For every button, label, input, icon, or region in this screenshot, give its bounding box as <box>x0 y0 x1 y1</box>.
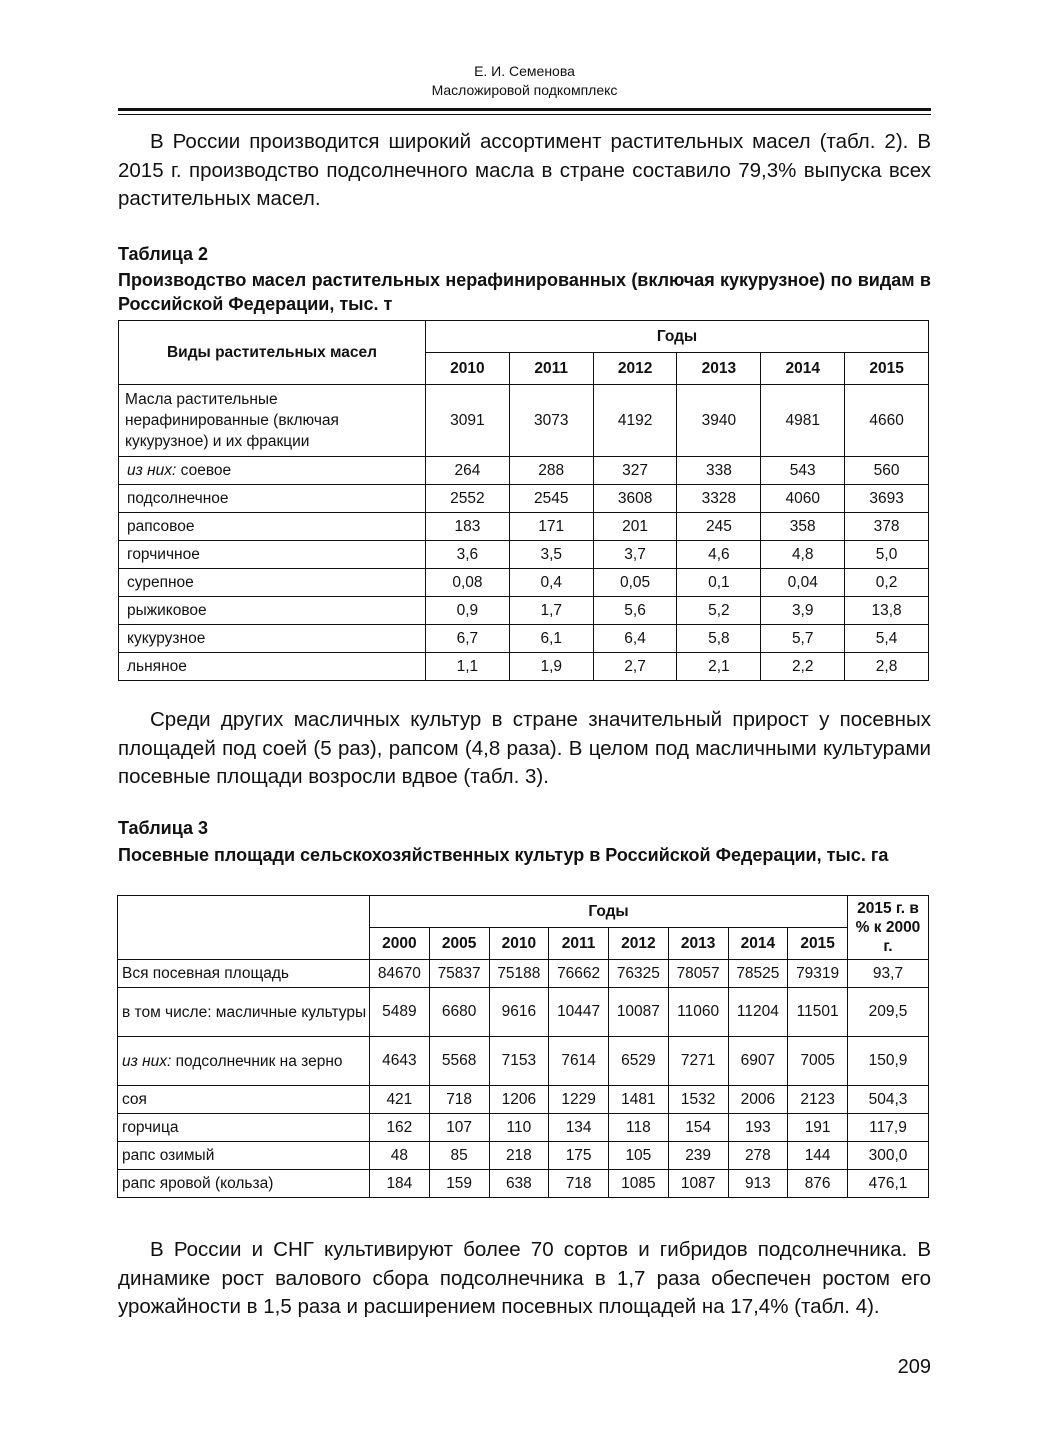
table-row <box>119 541 929 569</box>
table-cell: 6,7 <box>426 625 510 653</box>
row-label <box>119 541 426 569</box>
row-label <box>118 1170 370 1198</box>
table-cell: 5,2 <box>677 597 761 625</box>
table-cell: 358 <box>761 513 845 541</box>
year-header: 2000 <box>370 928 430 960</box>
table-cell: 175 <box>549 1142 609 1170</box>
year-header: 2010 <box>489 928 549 960</box>
paragraph-3-text: В России и СНГ культивируют более 70 сортов и гибридов подсолнечника. В динамике рост валового сбора подсолнечника в 1,7 раза обеспечен ростом его урожайности в 1,5 раза и расширением посевных площадей на 17,4% (табл. 4). <box>118 1238 931 1318</box>
row-label-text: горчичное <box>127 545 200 563</box>
percent-cell: 117,9 <box>848 1114 929 1142</box>
table-cell: 2,1 <box>677 653 761 681</box>
paragraph-3 <box>118 1236 931 1322</box>
row-label <box>119 513 426 541</box>
row-label <box>118 960 370 988</box>
table-cell: 0,1 <box>677 569 761 597</box>
table-cell: 4660 <box>845 385 929 457</box>
table-3-percent-header: 2015 г. в % к 2000 г. <box>848 896 929 960</box>
table-cell: 2,8 <box>845 653 929 681</box>
table-2-label: Таблица 2 <box>118 244 209 264</box>
table-cell: 3608 <box>593 485 677 513</box>
table-cell: 3073 <box>509 385 593 457</box>
table-cell: 0,08 <box>426 569 510 597</box>
row-label-text: рыжиковое <box>127 601 207 619</box>
table-cell: 4060 <box>761 485 845 513</box>
table-cell: 338 <box>677 457 761 485</box>
table-cell: 7271 <box>668 1037 728 1086</box>
table-cell: 75188 <box>489 960 549 988</box>
table-cell: 3940 <box>677 385 761 457</box>
table-cell: 3091 <box>426 385 510 457</box>
row-label <box>119 457 426 485</box>
table-cell: 159 <box>429 1170 489 1198</box>
table-cell: 3,9 <box>761 597 845 625</box>
table-cell: 4192 <box>593 385 677 457</box>
table-cell: 245 <box>677 513 761 541</box>
table-3 <box>117 895 929 1198</box>
table-3-title: Посевные площади сельскохозяйственных культур в Российской Федерации, тыс. га <box>118 845 889 865</box>
table-row <box>119 597 929 625</box>
header-author: Е. И. Семенова <box>474 63 575 79</box>
table-cell: 1,1 <box>426 653 510 681</box>
row-label-text: рапсовое <box>127 517 195 535</box>
table-cell: 6529 <box>609 1037 669 1086</box>
row-label <box>119 625 426 653</box>
row-label <box>118 1142 370 1170</box>
year-header: 2011 <box>549 928 609 960</box>
table-cell: 78057 <box>668 960 728 988</box>
table-cell: 0,9 <box>426 597 510 625</box>
table-row <box>118 1114 929 1142</box>
row-label-text: соя <box>122 1090 147 1108</box>
header-rule <box>118 108 931 111</box>
table-row <box>119 653 929 681</box>
table-cell: 1085 <box>609 1170 669 1198</box>
table-cell: 144 <box>788 1142 848 1170</box>
row-label-text: Вся посевная площадь <box>122 964 290 982</box>
table-row <box>119 385 929 457</box>
table-cell: 3,7 <box>593 541 677 569</box>
row-label-text: рапс яровой (кольза) <box>122 1174 274 1192</box>
percent-cell: 300,0 <box>848 1142 929 1170</box>
paragraph-1 <box>118 128 931 214</box>
table-row <box>119 513 929 541</box>
table-cell: 183 <box>426 513 510 541</box>
table-cell: 193 <box>728 1114 788 1142</box>
table-cell: 638 <box>489 1170 549 1198</box>
table-cell: 134 <box>549 1114 609 1142</box>
percent-cell: 209,5 <box>848 988 929 1037</box>
table-cell: 7153 <box>489 1037 549 1086</box>
table-cell: 76662 <box>549 960 609 988</box>
table-cell: 5,8 <box>677 625 761 653</box>
row-label-text: подсолнечное <box>127 489 229 507</box>
table-cell: 11060 <box>668 988 728 1037</box>
table-row <box>118 1142 929 1170</box>
row-label <box>118 1114 370 1142</box>
row-label-prefix: из них: <box>127 461 177 479</box>
table-cell: 13,8 <box>845 597 929 625</box>
table-cell: 378 <box>845 513 929 541</box>
table-row <box>118 1170 929 1198</box>
table-cell: 2,7 <box>593 653 677 681</box>
table-cell: 84670 <box>370 960 430 988</box>
table-cell: 4,8 <box>761 541 845 569</box>
table-cell: 421 <box>370 1086 430 1114</box>
table-cell: 85 <box>429 1142 489 1170</box>
table-cell: 75837 <box>429 960 489 988</box>
table-cell: 9616 <box>489 988 549 1037</box>
table-cell: 3693 <box>845 485 929 513</box>
row-label <box>119 385 426 457</box>
table-cell: 0,4 <box>509 569 593 597</box>
table-row <box>119 569 929 597</box>
table-cell: 162 <box>370 1114 430 1142</box>
year-header: 2015 <box>788 928 848 960</box>
table-cell: 79319 <box>788 960 848 988</box>
year-header: 2005 <box>429 928 489 960</box>
table-cell: 2006 <box>728 1086 788 1114</box>
table-3-years-header: Годы <box>370 896 848 928</box>
row-label <box>118 988 370 1037</box>
table-cell: 6,4 <box>593 625 677 653</box>
page-number: 209 <box>897 1356 931 1378</box>
table-row <box>119 485 929 513</box>
table-row <box>118 1086 929 1114</box>
year-header: 2011 <box>509 353 593 385</box>
table-cell: 10447 <box>549 988 609 1037</box>
table-cell: 1481 <box>609 1086 669 1114</box>
year-header: 2014 <box>728 928 788 960</box>
header-subtitle: Масложировой подкомплекс <box>431 82 618 98</box>
table-cell: 6907 <box>728 1037 788 1086</box>
table-cell: 5,4 <box>845 625 929 653</box>
table-cell: 76325 <box>609 960 669 988</box>
year-header: 2013 <box>668 928 728 960</box>
row-label <box>118 1086 370 1114</box>
table-cell: 718 <box>429 1086 489 1114</box>
table-cell: 48 <box>370 1142 430 1170</box>
table-cell: 4643 <box>370 1037 430 1086</box>
table-cell: 105 <box>609 1142 669 1170</box>
table-cell: 0,2 <box>845 569 929 597</box>
table-cell: 6680 <box>429 988 489 1037</box>
table-cell: 264 <box>426 457 510 485</box>
table-cell: 1206 <box>489 1086 549 1114</box>
table-3-corner-cell <box>118 896 370 960</box>
row-label-text: льняное <box>127 657 187 675</box>
table-cell: 5568 <box>429 1037 489 1086</box>
row-label-text: рапс озимый <box>122 1146 215 1164</box>
row-label-text: подсолнечник на зерно <box>175 1052 343 1070</box>
table-cell: 218 <box>489 1142 549 1170</box>
year-header: 2012 <box>593 353 677 385</box>
table-cell: 4,6 <box>677 541 761 569</box>
table-cell: 3,6 <box>426 541 510 569</box>
table-cell: 2552 <box>426 485 510 513</box>
year-header: 2014 <box>761 353 845 385</box>
table-cell: 191 <box>788 1114 848 1142</box>
table-2-years-header: Годы <box>426 321 929 353</box>
table-cell: 5,6 <box>593 597 677 625</box>
percent-cell: 93,7 <box>848 960 929 988</box>
row-label-text: в том числе: масличные культуры <box>122 1003 367 1021</box>
table-cell: 5,7 <box>761 625 845 653</box>
table-cell: 201 <box>593 513 677 541</box>
table-2 <box>118 320 929 681</box>
table-cell: 6,1 <box>509 625 593 653</box>
row-label-prefix: из них: <box>122 1052 172 1070</box>
table-cell: 1532 <box>668 1086 728 1114</box>
table-cell: 10087 <box>609 988 669 1037</box>
percent-cell: 150,9 <box>848 1037 929 1086</box>
table-cell: 718 <box>549 1170 609 1198</box>
table-cell: 3328 <box>677 485 761 513</box>
year-header: 2010 <box>426 353 510 385</box>
table-cell: 0,05 <box>593 569 677 597</box>
table-cell: 288 <box>509 457 593 485</box>
table-cell: 3,5 <box>509 541 593 569</box>
header-rule-thin <box>118 114 931 115</box>
table-cell: 1,7 <box>509 597 593 625</box>
year-header: 2015 <box>845 353 929 385</box>
table-cell: 171 <box>509 513 593 541</box>
table-row <box>119 625 929 653</box>
table-cell: 78525 <box>728 960 788 988</box>
table-cell: 184 <box>370 1170 430 1198</box>
row-label <box>119 569 426 597</box>
table-cell: 913 <box>728 1170 788 1198</box>
percent-cell: 476,1 <box>848 1170 929 1198</box>
table-cell: 278 <box>728 1142 788 1170</box>
table-cell: 5,0 <box>845 541 929 569</box>
table-cell: 2,2 <box>761 653 845 681</box>
table-cell: 2545 <box>509 485 593 513</box>
paragraph-2-text: Среди других масличных культур в стране значительный прирост у посевных площадей под соей (5 раз), рапсом (4,8 раза). В целом под масличными культурами посевные площади возросли вдвое (табл. 3). <box>118 708 931 788</box>
table-cell: 543 <box>761 457 845 485</box>
row-label-text: соевое <box>180 461 232 479</box>
table-cell: 876 <box>788 1170 848 1198</box>
table-cell: 0,04 <box>761 569 845 597</box>
table-3-label: Таблица 3 <box>118 818 209 838</box>
table-cell: 5489 <box>370 988 430 1037</box>
table-row <box>119 457 929 485</box>
paragraph-1-text: В России производится широкий ассортимент растительных масел (табл. 2). В 2015 г. производство подсолнечного масла в стране составило 79,3% выпуска всех растительных масел. <box>118 130 931 210</box>
table-cell: 1229 <box>549 1086 609 1114</box>
table-cell: 11204 <box>728 988 788 1037</box>
table-cell: 2123 <box>788 1086 848 1114</box>
row-label-text: Масла растительные нерафинированные (включая кукурузное) и их фракции <box>125 391 339 450</box>
table-cell: 107 <box>429 1114 489 1142</box>
year-header: 2012 <box>609 928 669 960</box>
table-cell: 1,9 <box>509 653 593 681</box>
row-label <box>119 597 426 625</box>
row-label <box>119 653 426 681</box>
table-cell: 1087 <box>668 1170 728 1198</box>
table-cell: 110 <box>489 1114 549 1142</box>
table-cell: 7614 <box>549 1037 609 1086</box>
table-row <box>118 988 929 1037</box>
table-cell: 11501 <box>788 988 848 1037</box>
paragraph-2 <box>118 706 931 792</box>
row-label <box>119 485 426 513</box>
table-cell: 560 <box>845 457 929 485</box>
table-cell: 154 <box>668 1114 728 1142</box>
percent-cell: 504,3 <box>848 1086 929 1114</box>
table-cell: 7005 <box>788 1037 848 1086</box>
row-label-text: горчица <box>122 1118 179 1136</box>
row-label-text: кукурузное <box>127 629 206 647</box>
table-row <box>118 1037 929 1086</box>
table-2-title: Производство масел растительных нерафинированных (включая кукурузное) по видам в Российской Федерации, тыс. т <box>118 270 931 314</box>
table-cell: 118 <box>609 1114 669 1142</box>
table-2-column-header: Виды растительных масел <box>119 321 426 385</box>
table-row <box>118 960 929 988</box>
row-label-text: сурепное <box>127 573 194 591</box>
year-header: 2013 <box>677 353 761 385</box>
table-cell: 239 <box>668 1142 728 1170</box>
table-cell: 4981 <box>761 385 845 457</box>
running-header <box>118 62 931 100</box>
table-cell: 327 <box>593 457 677 485</box>
row-label <box>118 1037 370 1086</box>
